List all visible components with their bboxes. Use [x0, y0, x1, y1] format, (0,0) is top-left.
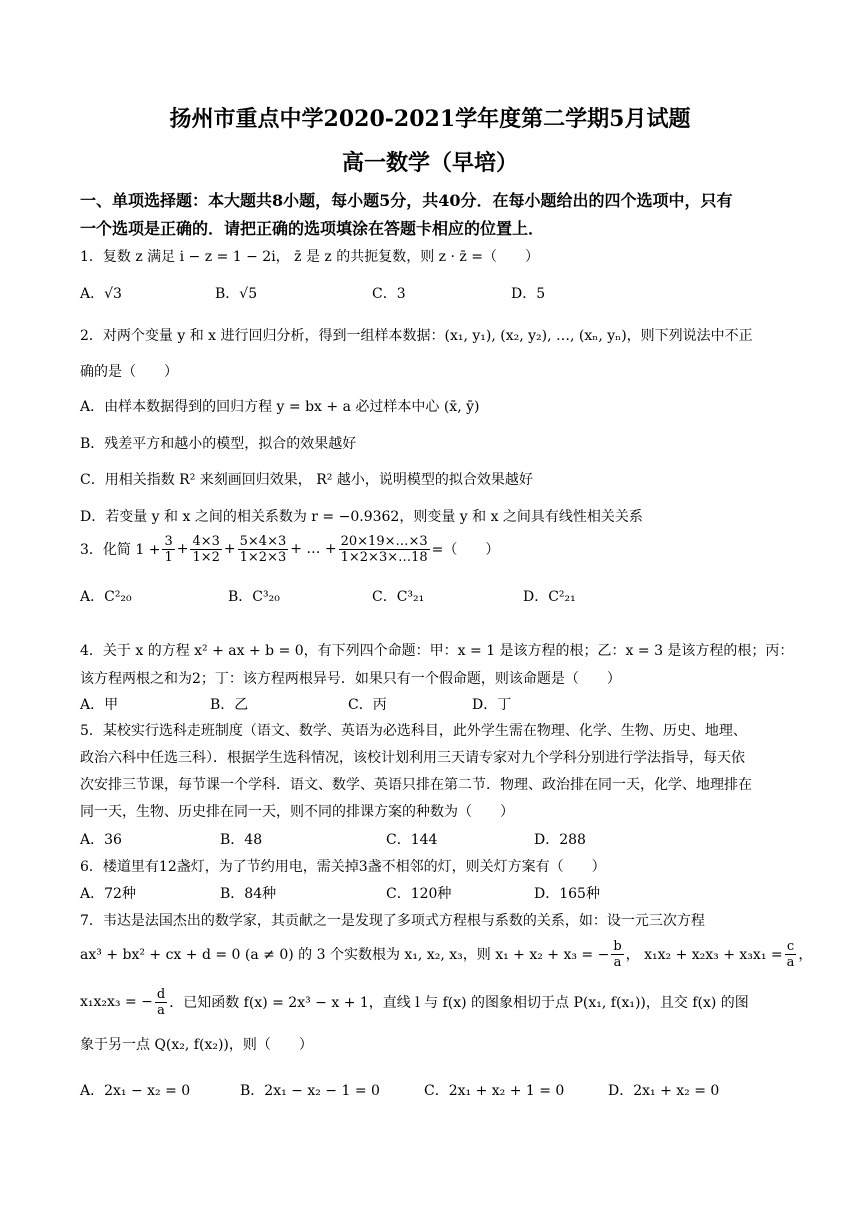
q7-fraction-c-over-a: $\frac{c}{a}$ [786, 938, 795, 970]
q1-option-c: C．3 [372, 286, 406, 302]
q4-stem-line2: 该方程两根之和为2；丁：该方程两根异号．如果只有一个假命题，则该命题是（ ） [80, 671, 621, 687]
q3-prefix: 3．化简 1 + [80, 542, 161, 558]
q3-suffix: =（ ） [431, 542, 500, 558]
q2-stem-line1: 2．对两个变量 y 和 x 进行回归分析，得到一组样本数据：(x₁, y₁), (x₂, y₂), …, (xₙ, yₙ)，则下列说法中不正 [80, 328, 753, 344]
q4-option-c: C．丙 [348, 697, 387, 713]
q5-stem-line4: 同一天，生物、历史排在同一天，则不同的排课方案的种数为（ ） [80, 804, 514, 820]
q2-option-b: B．残差平方和越小的模型，拟合的效果越好 [80, 436, 357, 452]
q4-stem-line1: 4．关于 x 的方程 x² + ax + b = 0，有下列四个命题：甲：x = 1 是该方程的根；乙：x = 3 是该方程的根；丙： [80, 643, 794, 659]
q5-stem-line1: 5．某校实行选科走班制度（语文、数学、英语为必选科目，此外学生需在物理、化学、生物、历史、地理、 [80, 723, 747, 739]
q3-stem: 3．化简 1 + $\frac{3}{1}$ + $\frac{4\times 3}{1\times 2}$ + $\frac{5\times 4\times 3}{1\times 2\times 3}$ + … + $\frac{20\times 19\times\dots\times 3}{1\times 2\times 3\times\dots 18}$ =（ ） [80, 533, 500, 565]
q3-fraction-4: $\frac{20\times 19\times\dots\times 3}{1\times 2\times 3\times\dots 18}$ [340, 533, 428, 565]
q3-fraction-1: $\frac{3}{1}$ [164, 533, 173, 565]
q1-option-a: A．√3 [80, 286, 122, 302]
q3-fraction-3: $\frac{5\times 4\times 3}{1\times 2\times 3}$ [239, 533, 287, 565]
q5-option-d: D．288 [534, 832, 586, 848]
q6-option-a: A．72种 [80, 886, 136, 902]
exam-subtitle: 高一数学（早培） [341, 150, 518, 176]
q3-option-d: D．C²₂₁ [523, 589, 576, 605]
q7-option-b: B．2x₁ − x₂ − 1 = 0 [240, 1083, 380, 1099]
q1-option-b: B．√5 [215, 286, 258, 302]
q5-option-c: C．144 [386, 832, 438, 848]
q2-option-a: A．由样本数据得到的回归方程 y = bx + a 必过样本中心 (x̄, ȳ) [80, 399, 480, 415]
q7-option-c: C．2x₁ + x₂ + 1 = 0 [424, 1083, 565, 1099]
q4-option-b: B．乙 [210, 697, 249, 713]
q7-stem-line1: 7．韦达是法国杰出的数学家，其贡献之一是发现了多项式方程根与系数的关系，如：设一元三次方程 [80, 913, 705, 929]
section-heading-line1: 一、单项选择题：本大题共8小题，每小题5分，共40分．在每小题给出的四个选项中，只有 [80, 191, 733, 210]
exam-title: 扬州市重点中学2020-2021学年度第二学期5月试题 [169, 106, 691, 132]
q1-stem: 1．复数 z 满足 i − z = 1 − 2i， z̄ 是 z 的共扼复数，则 z · z̄ =（ ） [80, 249, 539, 265]
q7-stem-line4: 象于另一点 Q(x₂, f(x₂))，则（ ） [80, 1037, 313, 1053]
q7-fraction-d-over-a: $\frac{d}{a}$ [156, 986, 166, 1018]
q3-mid: + … + [290, 541, 337, 557]
q3-option-b: B．C³₂₀ [228, 589, 280, 605]
q7-option-d: D．2x₁ + x₂ = 0 [608, 1083, 720, 1099]
q7-option-a: A．2x₁ − x₂ = 0 [80, 1083, 191, 1099]
q6-option-c: C．120种 [386, 886, 452, 902]
q2-option-d: D．若变量 y 和 x 之间的相关系数为 r = −0.9362，则变量 y 和 x 之间具有线性相关关系 [80, 509, 643, 525]
q1-option-d: D．5 [511, 286, 546, 302]
q5-option-a: A．36 [80, 832, 122, 848]
q3-fraction-2: $\frac{4\times 3}{1\times 2}$ [192, 533, 220, 565]
q5-option-b: B．48 [220, 832, 263, 848]
q6-option-d: D．165种 [534, 886, 600, 902]
q3-option-a: A．C²₂₀ [80, 589, 132, 605]
q2-stem-line2: 确的是（ ） [80, 364, 178, 380]
q4-option-d: D．丁 [472, 697, 512, 713]
section-heading-line2: 一个选项是正确的．请把正确的选项填涂在答题卡相应的位置上． [80, 219, 545, 238]
q2-option-c: C．用相关指数 R² 来刻画回归效果， R² 越小，说明模型的拟合效果越好 [80, 472, 533, 488]
q6-option-b: B．84种 [220, 886, 277, 902]
q7-stem-line3: x₁x₂x₃ = − $\frac{d}{a}$ ．已知函数 f(x) = 2x³ − x + 1，直线 l 与 f(x) 的图象相切于点 P(x₁, f(x₁))，且交 f(x) 的图 [80, 986, 749, 1018]
q4-option-a: A．甲 [80, 697, 119, 713]
q7-fraction-b-over-a: $\frac{b}{a}$ [613, 938, 622, 970]
q7-stem-line2: ax³ + bx² + cx + d = 0 (a ≠ 0) 的 3 个实数根为 x₁, x₂, x₃，则 x₁ + x₂ + x₃ = − $\frac{b}{a}$ ， x₁x₂ + x₂x₃ + x₃x₁ = $\frac{c}{a}$ ， [80, 938, 813, 970]
q3-option-c: C．C³₂₁ [372, 589, 425, 605]
q5-stem-line3: 次安排三节课，每节课一个学科．语文、数学、英语只排在第二节．物理、政治排在同一天，化学、地理排在 [80, 777, 752, 793]
q6-stem: 6．楼道里有12盏灯，为了节约用电，需关掉3盏不相邻的灯，则关灯方案有（ ） [80, 859, 606, 875]
q5-stem-line2: 政治六科中任选三科）．根据学生选科情况，该校计划利用三天请专家对九个学科分别进行学法指导，每天依 [80, 750, 745, 766]
